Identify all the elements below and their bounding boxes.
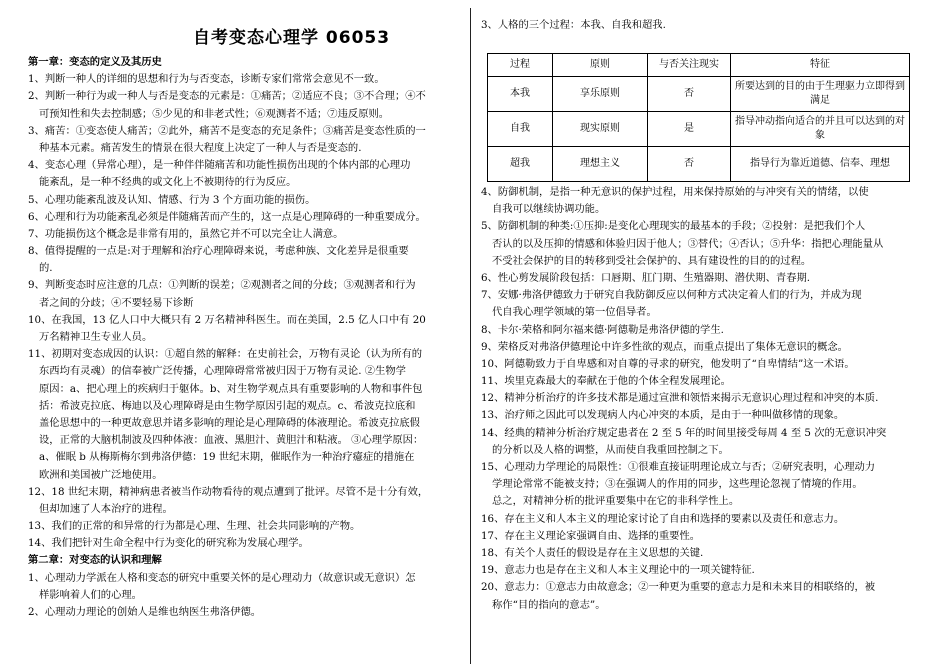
chapter-heading: 第二章：对变态的认识和理解 (28, 554, 162, 567)
text-line: 18、有关个人责任的假设是存在主义思想的关键. (481, 546, 704, 559)
text-line: 12、18 世纪末期，精神病患者被当作动物看待的观点遭到了批评。尽管不是十分有效， (28, 485, 429, 498)
table-cell: 现实原则 (553, 112, 648, 147)
table-cell: 指导行为靠近道德、信奉、理想 (731, 147, 910, 182)
text-line: 13、我们的正常的和异常的行为都是心理、生理、社会共同影响的产物。 (28, 520, 361, 533)
text-line: 11、初期对变态成因的认识：①超自然的解释：在史前社会，万物有灵论（认为所有的 (28, 348, 423, 361)
text-line: 6、性心剪发展阶段包括：口唇期、肛门期、生殖器期、潜伏期、青春期. (481, 271, 811, 284)
text-line: 5、防御机制的种类:①压抑:是变化心理现实的最基本的手段；②投射：是把我们个人 (481, 220, 866, 233)
left-text-block (28, 54, 461, 621)
text-line: 种基本元素。痛苦发生的情景在很大程度上决定了一种人与否是变态的. (39, 141, 362, 154)
column-divider (470, 8, 471, 664)
text-line: 8、卡尔·荣格和阿尔福来德·阿德勒是弗洛伊德的学生. (481, 323, 724, 336)
chapter-heading: 第一章：变态的定义及其历史 (28, 56, 162, 68)
table-cell: 否 (648, 147, 731, 182)
text-line: 9、荣格反对弗洛伊德理论中许多性欲的观点，而重点提出了集体无意识的概念。 (481, 340, 848, 353)
text-line: 原因：a、把心理上的疾病归于躯体。b、对生物学观点具有重要影响的人物和事件包 (39, 382, 423, 395)
text-line: 称作“目的指向的意志”。 (492, 598, 606, 611)
text-line: 17、存在主义理论家强调自由、选择的重要性。 (481, 529, 701, 542)
table-header-row (488, 54, 910, 77)
text-line: 19、意志力也是存在主义和人本主义理论中的一项关键特征. (481, 564, 755, 577)
text-line: 10、阿德勒致力于自卑感和对自尊的寻求的研究，他发明了“自卑情结”这一术语。 (481, 357, 855, 370)
table-header-cell: 过程 (488, 54, 553, 77)
text-line: 能紊乱，是一种不经典的或文化上不被期待的行为反应。 (39, 176, 297, 189)
text-line: 20、意志力：①意志力由故意念；②一种更为重要的意志力是和未来目的相联络的，被 (481, 581, 876, 594)
text-line: 6、心理和行为功能紊乱必须是伴随痛苦而产生的，这一点是心理障碍的一种重要成分。 (28, 210, 426, 223)
table-cell: 否 (648, 77, 731, 112)
table-row (488, 147, 910, 182)
text-line: 的. (39, 262, 53, 275)
text-line: 但却加速了人本治疗的进程。 (39, 502, 173, 515)
text-line: 万名精神卫生专业人员。 (39, 331, 153, 343)
table-header-cell: 与否关注现实 (648, 54, 731, 77)
text-line: 10、在我国，13 亿人口中大概只有 2 万名精神科医生。而在美国，2.5 亿人口中有 20 (28, 313, 426, 326)
text-line: 设，正常的大脑机制波及四种体液：血液、黑胆汁、黄胆汁和粘液。 ③心理学原因： (39, 434, 424, 447)
text-line: 11、埃里克森最大的奉献在于他的个体全程发展理论。 (481, 375, 731, 388)
right-top-block (481, 17, 920, 34)
text-line: 1、判断一种人的详细的思想和行为与否变态，诊断专家们常常会意见不一致。 (28, 73, 385, 86)
table-cell: 理想主义 (553, 147, 648, 182)
text-line: 括：希波克拉底、梅迪以及心理障碍是由生物学原因引起的观点。c、希波克拉底和 (39, 399, 416, 412)
text-line: 学理论常常不能被支持；③在强调人的作用的同步，这些理论忽视了情境的作用。 (492, 478, 863, 491)
text-line: 1、心理动力学派在人格和变态的研究中重要关怀的是心理动力（故意识或无意识）怎 (28, 571, 416, 584)
text-line: 盖伦思想中的一种更故意思并诸多影响的理论是心理障碍的体液理论。希波克拉底假 (39, 416, 420, 429)
right-text-block (481, 184, 920, 614)
text-line: 2、心理动力理论的创始人是维也纳医生弗洛伊德。 (28, 606, 262, 618)
text-line: 16、存在主义和人本主义的理论家讨论了自由和选择的要素以及责任和意志力。 (481, 512, 845, 525)
text-line: 欧洲和美国被广泛地使用。 (39, 468, 163, 481)
text-line: 8、值得提醒的一点是:对于理解和治疗心理障碍来说，考虑种族、文化差异是很重要 (28, 245, 409, 258)
text-line: 9、判断变态时应注意的几点：①判断的误差；②观测者之间的分歧；③观测者和行为 (28, 279, 416, 292)
table-row (488, 77, 910, 112)
text-line: 否认的以及压抑的情感和体验归因于他人；③替代；④否认；⑤升华：指把心理能量从 (492, 237, 884, 250)
text-line: 总之，对精神分析的批评重要集中在它的非科学性上。 (492, 495, 740, 508)
document-title: 自考变态心理学 06053 (193, 28, 391, 48)
text-line: 15、心理动力学理论的局限性：①很难直接证明理论成立与否；②研究表明，心理动力 (481, 461, 876, 473)
text-line: 代自我心理学领域的第一位倡导者。 (492, 306, 657, 319)
table-cell: 指导冲动指向适合的并且可以达到的对象 (731, 112, 910, 147)
text-line: 3、人格的三个过程：本我、自我和超我. (481, 19, 666, 31)
text-line: 自我可以继续协调功能。 (492, 203, 606, 216)
table-cell: 本我 (488, 77, 553, 112)
text-line: 可预知性和失去控制感；⑤少见的和非老式性；⑥观测者不适；⑦违反原则。 (39, 107, 390, 120)
text-line: 14、我们把针对生命全程中行为变化的研究称为发展心理学。 (28, 537, 309, 550)
table-cell: 享乐原则 (553, 77, 648, 112)
text-line: 12、精神分析治疗的许多技术都是通过宣泄和领悟来揭示无意识心理过程和冲突的本质. (481, 392, 879, 405)
text-line: 14、经典的精神分析治疗规定患者在 2 至 5 年的时间里接受每周 4 至 5 次的无意识冲突 (481, 426, 887, 439)
table-header-cell: 原则 (553, 54, 648, 77)
text-line: 7、安娜·弗洛伊德致力于研究自我防御反应以何种方式决定着人们的行为，并成为现 (481, 289, 862, 302)
text-line: 的分析以及人格的调整，从而使自我重回控制之下。 (492, 443, 729, 456)
text-line: 7、功能损伤这个概念是非常有用的，虽然它并不可以完全让人满意。 (28, 227, 344, 240)
text-line: 2、判断一种行为或一种人与否是变态的元素是：①痛苦；②适应不良；③不合理；④不 (28, 90, 426, 103)
table-cell: 自我 (488, 112, 553, 147)
text-line: 4、防御机制，是指一种无意识的保护过程，用来保持原始的与冲突有关的情绪，以使 (481, 186, 869, 198)
table-header-cell: 特征 (731, 54, 910, 77)
left-column (28, 0, 461, 672)
text-line: 5、心理功能紊乱波及认知、情感、行为 3 个方面功能的损伤。 (28, 193, 316, 206)
text-line: 东西均有灵魂）的信奉被广泛传播，心理障碍常常被归因于万物有灵论. ②生物学 (39, 365, 406, 378)
table-cell: 所要达到的目的由于生理驱力立即得到满足 (731, 77, 910, 112)
text-line: 3、痛苦：①变态使人痛苦；②此外，痛苦不是变态的充足条件；③痛苦是变态性质的一 (28, 124, 426, 137)
text-line: 样影响着人们的心理。 (39, 588, 142, 601)
table-body (488, 77, 910, 182)
text-line: 4、变态心理（异常心理），是一种伴伴随痛苦和功能性损伤出现的个体内部的心理功 (28, 159, 411, 172)
table-cell: 是 (648, 112, 731, 147)
table-cell: 超我 (488, 147, 553, 182)
text-line: 13、治疗师之因此可以发现病人内心冲突的本质，是由于一种叫做移情的现象。 (481, 409, 845, 422)
text-line: 者之间的分歧；④不要轻易下诊断 (39, 296, 194, 309)
text-line: 不受社会保护的目的转移到受社会保护的、具有建设性的目的的过程。 (492, 254, 812, 267)
right-column (481, 0, 920, 672)
table-row (488, 112, 910, 147)
text-line: a、催眠 b 从梅斯梅尔到弗洛伊德：19 世纪末期，催眠作为一种治疗癔症的措施在 (39, 451, 415, 464)
personality-process-table (487, 53, 910, 182)
